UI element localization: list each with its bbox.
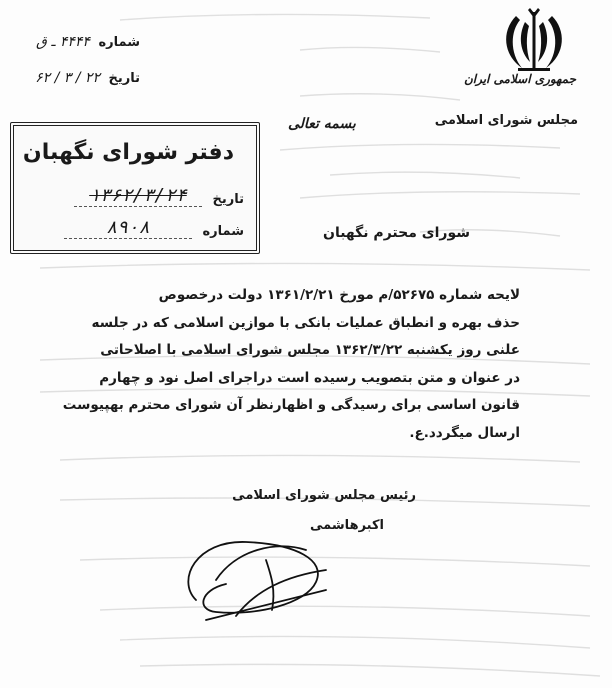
letter-number-label: شماره: [98, 35, 140, 50]
letter-body: [62, 282, 520, 447]
bismillah-label: بسمه تعالی: [288, 116, 356, 132]
republic-label: جمهوری اسلامی ایران: [463, 72, 576, 86]
stamp-date-row: [74, 180, 244, 207]
salutation: شورای محترم نگهبان: [323, 225, 470, 241]
body-line: در عنوان و متن بتصویب رسیده است دراجرای اصل نود و چهارم: [99, 369, 520, 386]
stamp-number-label: شماره: [202, 224, 244, 239]
letter-date-value: ۲۲ / ۳ / ۶۲: [35, 70, 100, 86]
stamp-number-value: ۸۹۰۸: [106, 217, 150, 238]
speaker-title: رئیس مجلس شورای اسلامی: [232, 488, 416, 503]
body-line: حذف بهره و انطباق عملیات بانکی با موازین اسلامی که در جلسه: [91, 314, 520, 331]
stamp-title: دفتر شورای نگهبان: [22, 140, 234, 165]
letter-date-line: [35, 70, 140, 86]
guardian-council-stamp: [10, 122, 260, 254]
body-line: لایحه شماره ۵۲۶۷۵/م مورخ ۱۳۶۱/۲/۲۱ دولت درخصوص: [158, 287, 520, 303]
majlis-label: مجلس شورای اسلامی: [434, 113, 578, 128]
letter-number-value: ۴۴۴۴ ـ ق: [35, 34, 90, 50]
letter-date-label: تاریخ: [108, 71, 140, 86]
handwritten-signature: [176, 520, 336, 630]
speaker-name: اکبرهاشمی: [310, 518, 384, 533]
iran-emblem-icon: [494, 8, 574, 74]
stamp-date-value: ۱۳۶۲/۳/۲۴: [89, 185, 187, 206]
stamp-date-label: تاریخ: [212, 192, 244, 207]
letter-number-line: [36, 34, 140, 50]
body-line: ارسال میگردد.ع.: [409, 424, 520, 441]
body-line: علنی روز یکشنبه ۱۳۶۲/۳/۲۲ مجلس شورای اسلامی با اصلاحاتی: [100, 342, 520, 358]
stamp-number-row: [64, 212, 244, 239]
body-line: قانون اساسی برای رسیدگی و اظهارنظر آن شورای محترم بهپیوست: [62, 397, 520, 413]
